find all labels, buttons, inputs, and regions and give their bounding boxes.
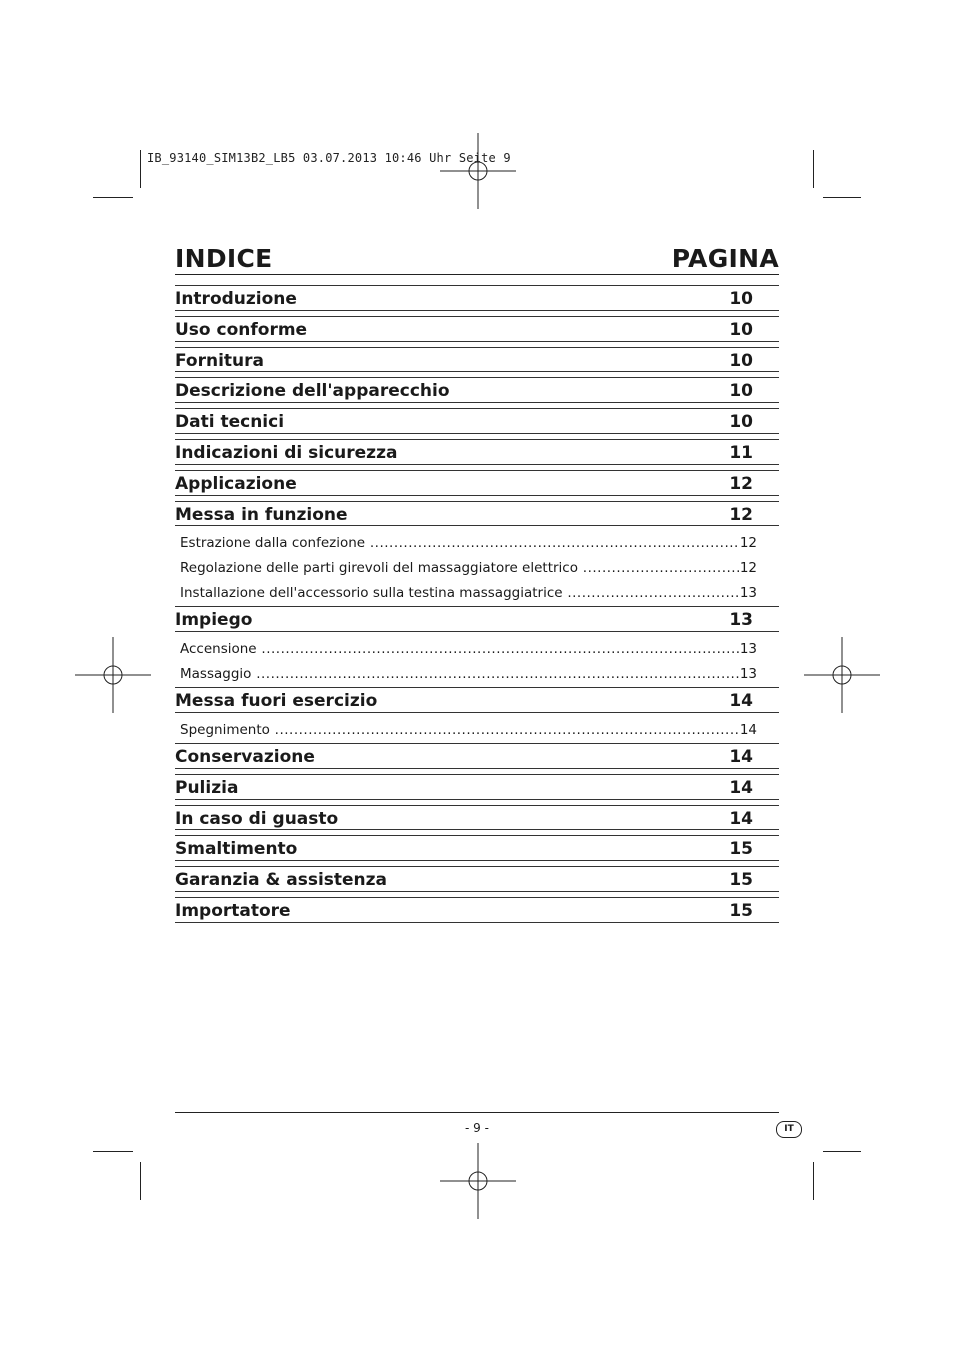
toc-entry-page: 10	[729, 381, 753, 402]
print-slug: IB_93140_SIM13B2_LB5 03.07.2013 10:46 Uhr Seite 9	[147, 151, 511, 165]
toc-entry	[175, 408, 779, 439]
toc-entry-page: 12	[739, 535, 757, 552]
table-of-contents	[175, 285, 779, 928]
footer-rule	[175, 1112, 779, 1113]
toc-entry-label: Importatore	[175, 900, 291, 921]
toc-title: INDICE	[175, 244, 273, 273]
toc-entry-page: 12	[729, 504, 753, 525]
toc-entry	[175, 866, 779, 897]
toc-subentry	[175, 556, 779, 581]
title-rule	[175, 274, 779, 275]
toc-entry	[175, 316, 779, 347]
crop-mark	[140, 1162, 141, 1200]
page-column-title: PAGINA	[671, 244, 779, 273]
toc-entry-label: Descrizione dell'apparecchio	[175, 381, 450, 402]
toc-entry-label: Regolazione delle parti girevoli del massaggiatore elettrico .....	[180, 560, 757, 576]
toc-subentry	[175, 637, 779, 662]
toc-entry	[175, 743, 779, 774]
toc-entry-page: 15	[729, 870, 753, 891]
toc-entry	[175, 377, 779, 408]
toc-entry-label: Messa fuori esercizio	[175, 691, 378, 712]
toc-entry-label: Conservazione	[175, 746, 315, 767]
toc-entry-page: 13	[739, 585, 757, 602]
crop-mark	[93, 1151, 133, 1152]
toc-entry-page: 14	[739, 721, 757, 738]
toc-entry-label: Estrazione dalla confezione .....	[180, 535, 757, 551]
toc-entry	[175, 470, 779, 501]
toc-subentry	[175, 531, 779, 556]
toc-entry-label: Installazione dell'accessorio sulla testina massaggiatrice .....	[180, 585, 757, 601]
toc-entry-label: Accensione .....	[180, 641, 757, 657]
toc-entry-label: Indicazioni di sicurezza	[175, 442, 398, 463]
toc-entry-label: Smaltimento	[175, 839, 298, 860]
toc-entry-label: Introduzione	[175, 289, 297, 309]
toc-entry-label: In caso di guasto	[175, 808, 339, 829]
toc-entry-page: 12	[729, 473, 753, 494]
toc-entry-label: Uso conforme	[175, 319, 308, 340]
toc-entry-page: 10	[729, 412, 753, 433]
toc-entry-page: 13	[729, 610, 753, 631]
toc-entry-label: Spegnimento .....	[180, 722, 757, 738]
registration-mark-icon	[804, 637, 880, 713]
toc-entry-page: 14	[729, 746, 753, 767]
crop-mark	[140, 150, 141, 188]
toc-entry	[175, 805, 779, 836]
toc-entry-label: Applicazione	[175, 473, 297, 494]
crop-mark	[813, 1162, 814, 1200]
registration-mark-icon	[75, 637, 151, 713]
toc-entry-page: 14	[729, 691, 753, 712]
toc-entry	[175, 501, 779, 532]
toc-entry-page: 12	[739, 560, 757, 577]
toc-entry	[175, 606, 779, 637]
registration-mark-icon	[440, 133, 516, 209]
toc-entry-page: 13	[739, 641, 757, 658]
toc-entry-page: 13	[739, 666, 757, 683]
toc-entry-label: Pulizia	[175, 777, 239, 798]
toc-entry-page: 10	[729, 289, 753, 309]
toc-entry	[175, 439, 779, 470]
toc-entry-page: 14	[729, 808, 753, 829]
toc-entry-label: Messa in funzione	[175, 504, 348, 525]
crop-mark	[823, 197, 861, 198]
crop-mark	[813, 150, 814, 188]
page-number: - 9 -	[465, 1121, 489, 1135]
language-badge: IT	[776, 1121, 802, 1138]
toc-subentry	[175, 581, 779, 606]
toc-entry-page: 15	[729, 839, 753, 860]
registration-mark-icon	[440, 1143, 516, 1219]
toc-entry-page: 14	[729, 777, 753, 798]
toc-subentry	[175, 662, 779, 687]
toc-entry	[175, 835, 779, 866]
toc-entry-label: Massaggio .....	[180, 666, 757, 682]
toc-entry-label: Impiego	[175, 610, 253, 631]
toc-entry	[175, 285, 779, 316]
toc-entry-page: 15	[729, 900, 753, 921]
toc-entry-page: 11	[729, 442, 753, 463]
toc-entry	[175, 774, 779, 805]
toc-entry	[175, 347, 779, 378]
toc-entry-page: 10	[729, 350, 753, 371]
toc-entry-label: Dati tecnici	[175, 412, 285, 433]
toc-subentry	[175, 718, 779, 743]
toc-entry-page: 10	[729, 319, 753, 340]
toc-entry-label: Fornitura	[175, 350, 265, 371]
toc-entry-label: Garanzia & assistenza	[175, 870, 388, 891]
toc-entry	[175, 687, 779, 718]
toc-entry	[175, 897, 779, 928]
crop-mark	[823, 1151, 861, 1152]
crop-mark	[93, 197, 133, 198]
